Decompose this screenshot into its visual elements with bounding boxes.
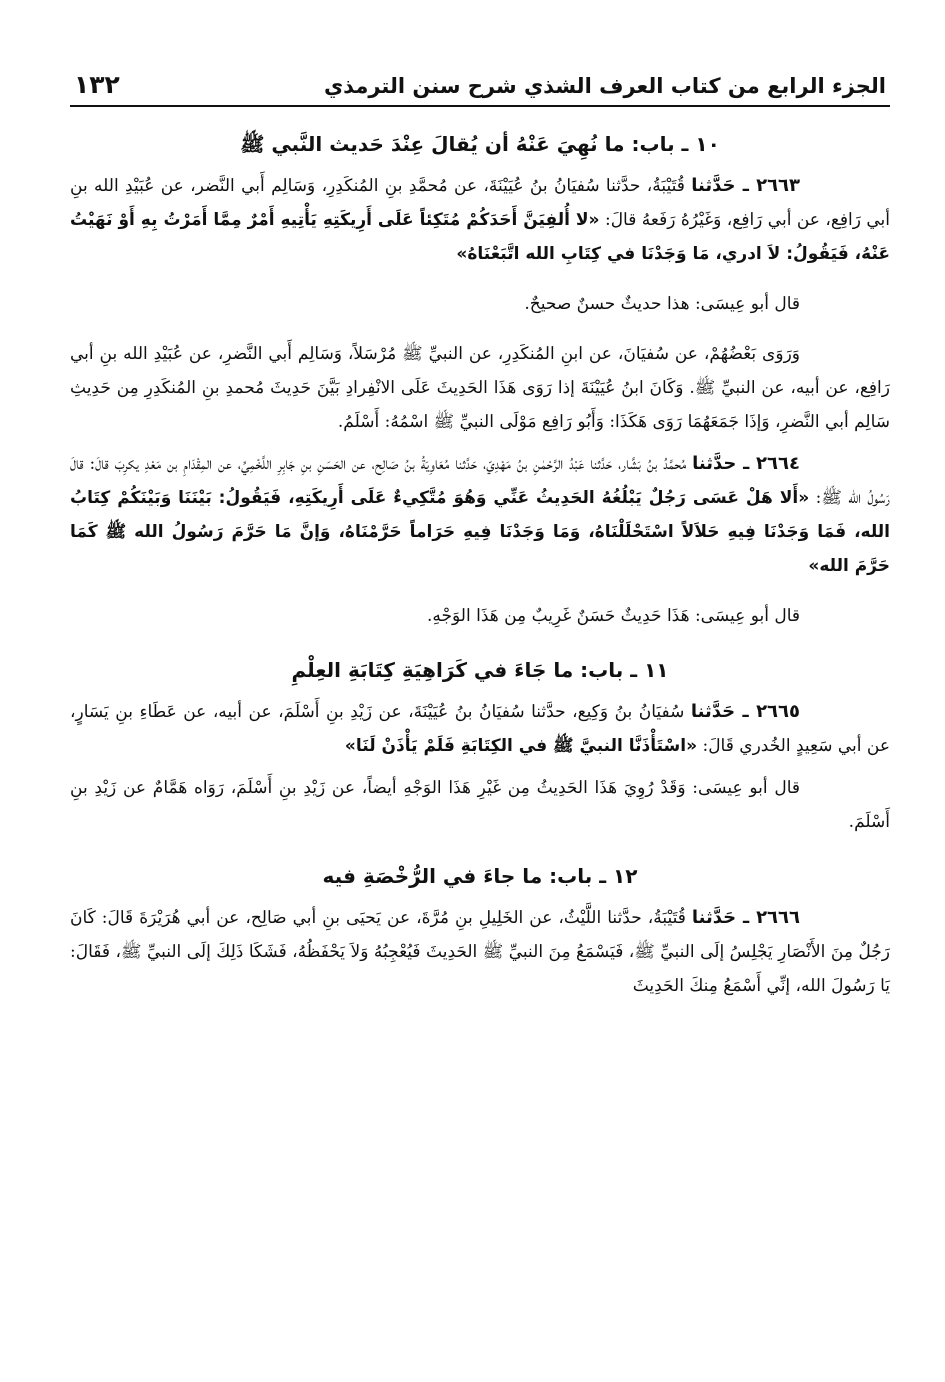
- hadith-2663-commentary: وَرَوَى بَعْضُهُمْ، عن سُفيَانَ، عن ابنِ المُنكَدِرِ، عن النبيِّ ﷺ مُرْسَلاً، وَسَالِم أَبي النَّضرِ، عن عُبَيْدِ الله بنِ أبي رَافِع، عن أبيه، عن النبيِّ ﷺ. وَكَانَ ابنُ عُيَيْنَةَ إذا رَوَى هَذَا الحَدِيثَ عَلَى الانْفِرادِ بَيَّنَ حَدِيثَ مُحمدِ بنِ المُنكَدِرِ مِن حَدِيثِ سَالِم أبي النَّضرِ، وَإذَا جَمَعَهُمَا رَوَى هَكَذَا: وَأَبُو رَافِع مَوْلَى النبيِّ ﷺ اسْمُهُ: أَسْلَمُ.: [70, 344, 890, 432]
- hadith-2666-text: قُتَيْبَةُ، حدَّثنا اللَّيْثُ، عن الخَلِيلِ بنِ مُرَّةَ، عن يَحيَى بنِ أبي صَالِح، عن أبي هُرَيْرَةَ قَالَ: كَانَ رَجُلٌ مِنَ الأَنْصَارِ يَجْلِسُ إلَى النبيِّ ﷺ، فَيَسْمَعُ مِنَ النبيِّ ﷺ الحَدِيثَ فَيُعْجِبُهُ وَلاَ يَحْفَظُهُ، فَشَكَا ذَلِكَ إلَى النبيِّ ﷺ، فَقَالَ: يَا رَسُولَ الله، إنِّي أَسْمَعُ مِنكَ الحَدِيثَ: [70, 908, 890, 996]
- hadith-2665-chain: سُفيَانُ بنُ وَكِيع، حدَّثنا سُفيَانُ بنُ عُيَيْنَةَ، عن زَيْدِ بنِ أَسْلَمَ، عن أبيه، عن عَطَاءِ بنِ يَسَارٍ، عن أبي سَعِيدٍ الخُدري قَالَ:: [70, 702, 890, 756]
- running-title: الجزء الرابع من كتاب العرف الشذي شرح سنن الترمذي: [323, 74, 886, 98]
- page-number: ١٣٢: [74, 70, 120, 99]
- chapter-12-title: ١٢ ـ باب: ما جاءَ في الرُّخْصَةِ فيه: [322, 864, 638, 888]
- hadith-2666: [70, 901, 890, 1003]
- hadith-2665-matn: «اسْتَأْذَنَّا النبيَّ ﷺ في الكِتَابَةِ فَلَمْ يَأْذَنْ لَنَا»: [344, 736, 698, 756]
- hadith-2666-number: ٢٦٦٦ ـ حَدَّثنا: [691, 907, 801, 928]
- hadith-2663-chain: قُتَيْبَةُ، حدَّثنا سُفيَانُ بنُ عُيَيْنَةَ، عن مُحمَّدِ بنِ المُنكَدِرِ، وَسَالِم أَبي النَّضر، عن عُبَيْدِ الله بنِ أبي رَافِع، عن أبي رَافِع، وَغَيْرُهُ رَفَعهُ قالَ:: [70, 176, 891, 230]
- hadith-2664-chain: مُحمَّدُ بنُ بَشَّار، حَدَّثنا عَبْدُ الرَّحْمٰنِ بنُ مَهْدِيّ، حَدَّثنا مُعَاوِيَةُ بنُ صَالِح، عن الحَسَنِ بنِ جَابِرِ اللَّخْمِيِّ، عن المِقْدَامِ بن مَعْدِ يكرِبَ قالَ: قالَ رَسُولُ الله ﷺ:: [70, 454, 890, 508]
- hadith-2664-number: ٢٦٦٤ ـ حدَّثنا: [692, 453, 800, 474]
- hadith-2664-matn: «أَلا هَلْ عَسَى رَجُلٌ يَبْلُغُهُ الحَدِيثُ عَنِّي وَهُوَ مُتَّكِيءٌ عَلَى أَرِيكَتِهِ، فَيَقُولُ: بَيْنَنَا وَبَيْنَكُمْ كِتَابُ الله، فَمَا وَجَدْنَا فِيهِ حَلاَلاً اسْتَحْلَلْنَاهُ، وَمَا وَجَدْنَا فِيهِ حَرَاماً حَرَّمْنَاهُ، وَإنَّ مَا حَرَّمَ رَسُولُ الله ﷺ كَمَا حَرَّمَ الله»: [70, 488, 890, 576]
- book-page: [70, 70, 890, 1362]
- hadith-2663-number: ٢٦٦٣ ـ حَدَّثنا: [691, 175, 801, 196]
- hadith-2665: [70, 695, 890, 763]
- page-header: [70, 70, 890, 107]
- hadith-2663-grading: قال أبو عِيسَى: هذا حديثٌ حسنٌ صحيحٌ.: [524, 294, 800, 314]
- hadith-2664-grading: قال أبو عِيسَى: هَذَا حَدِيثٌ حَسَنٌ غَرِيبٌ مِن هَذَا الوَجْهِ.: [426, 606, 800, 626]
- hadith-2664: [70, 447, 890, 583]
- hadith-2663: [70, 169, 890, 271]
- hadith-2665-number: ٢٦٦٥ ـ حَدَّثنا: [690, 701, 801, 722]
- chapter-10-title: ١٠ ـ باب: ما نُهِيَ عَنْهُ أن يُقالَ عِنْدَ حَديث النَّبي ﷺ: [240, 132, 720, 156]
- hadith-2665-grading: قال أبو عِيسَى: وَقَدْ رُوِيَ هَذَا الحَدِيثُ مِن غَيْرِ هَذَا الوَجْهِ أيضاً، عن زَيْدِ بنِ أَسْلَمَ، رَوَاه هَمَّامٌ عن زَيْدِ بنِ أَسْلَمَ.: [70, 778, 890, 832]
- chapter-11-title: ١١ ـ باب: ما جَاءَ في كَرَاهِيَةِ كِتَابَةِ العِلْمِ: [291, 658, 669, 682]
- hadith-2663-matn: «لا أُلفِيَنَّ أَحَدَكُمْ مُتَكِئاً عَلَى أَرِيكَتِهِ يَأْتِيهِ أَمْرٌ مِمَّا أَمَرْتُ بِهِ أَوْ نَهَيْتُ عَنْهُ، فَيَقُولُ: لاَ ادري، مَا وَجَدْنَا في كِتَابِ الله اتَّبَعْنَاهُ»: [70, 210, 890, 264]
